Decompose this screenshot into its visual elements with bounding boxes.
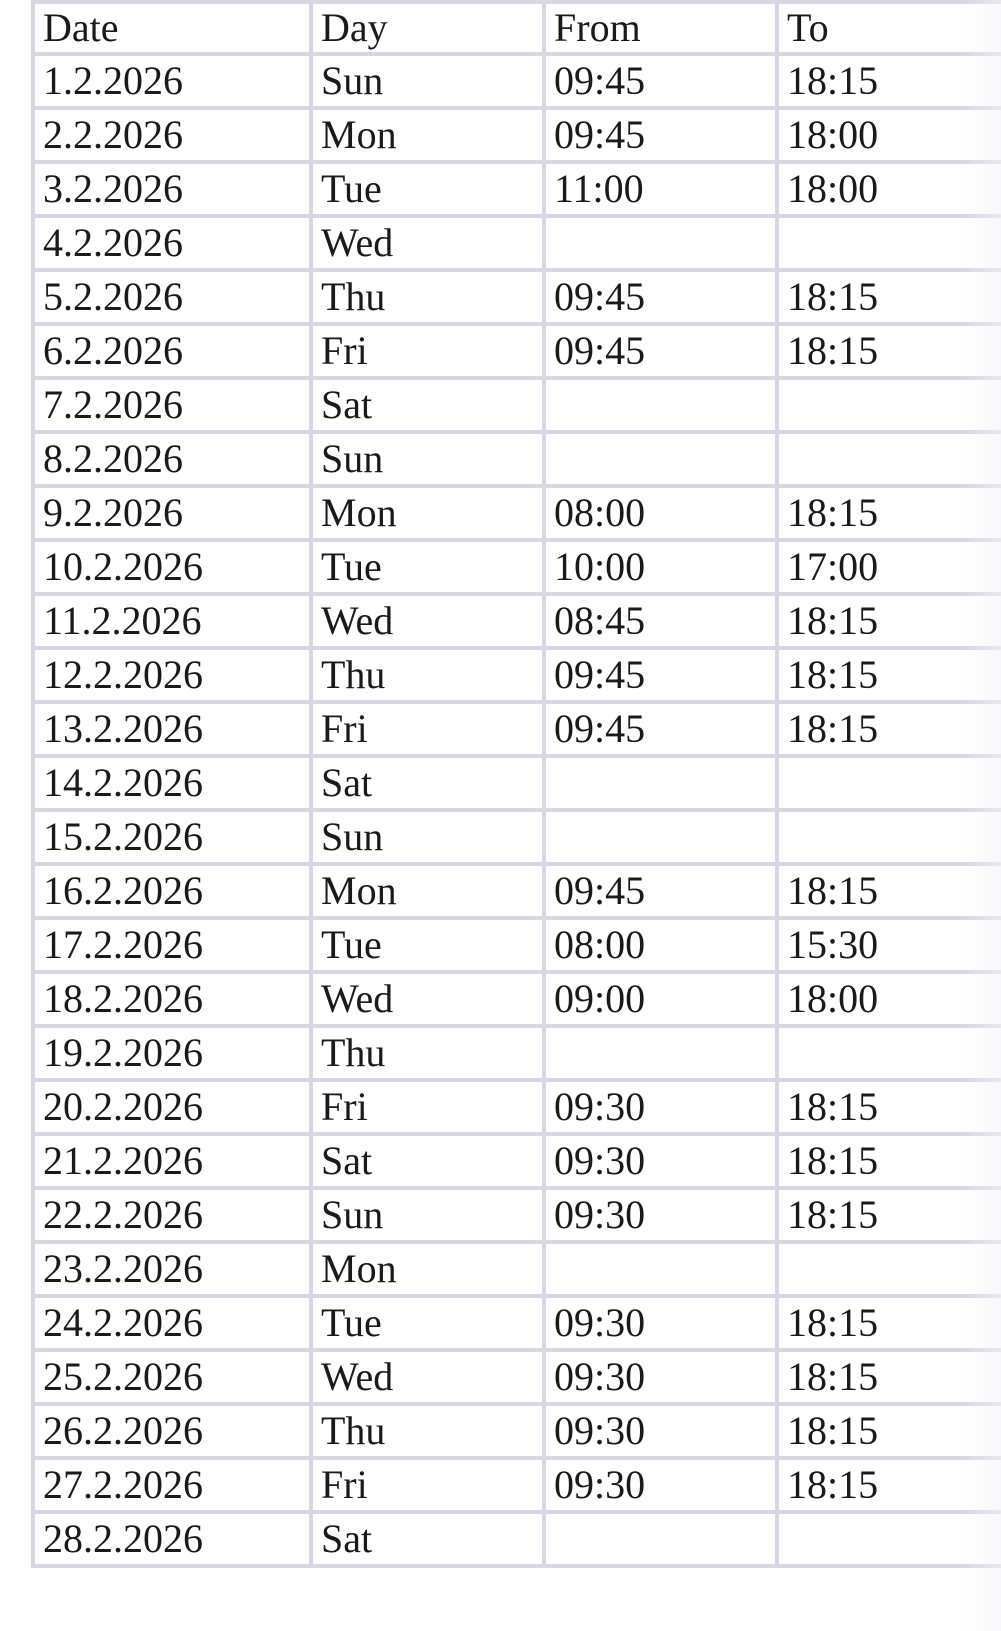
cell-date: 9.2.2026 xyxy=(33,486,311,540)
cell-from xyxy=(544,810,777,864)
cell-date: 11.2.2026 xyxy=(33,594,311,648)
table-row xyxy=(33,810,1001,864)
cell-date: 2.2.2026 xyxy=(33,108,311,162)
table-row xyxy=(33,1242,1001,1296)
cell-to: 18:15 xyxy=(777,864,1001,918)
cell-day: Fri xyxy=(311,324,544,378)
cell-day: Fri xyxy=(311,702,544,756)
table-row xyxy=(33,918,1001,972)
cell-from: 09:30 xyxy=(544,1350,777,1404)
cell-from: 09:30 xyxy=(544,1458,777,1512)
cell-to xyxy=(777,1512,1001,1566)
cell-from xyxy=(544,216,777,270)
cell-from xyxy=(544,1242,777,1296)
cell-from: 09:45 xyxy=(544,54,777,108)
cell-day: Sun xyxy=(311,54,544,108)
cell-day: Wed xyxy=(311,972,544,1026)
cell-from: 08:00 xyxy=(544,918,777,972)
cell-date: 24.2.2026 xyxy=(33,1296,311,1350)
cell-to: 18:15 xyxy=(777,54,1001,108)
cell-date: 22.2.2026 xyxy=(33,1188,311,1242)
cell-from: 08:00 xyxy=(544,486,777,540)
cell-from: 11:00 xyxy=(544,162,777,216)
cell-to xyxy=(777,1242,1001,1296)
cell-day: Sun xyxy=(311,1188,544,1242)
cell-day: Sat xyxy=(311,1512,544,1566)
cell-to: 18:00 xyxy=(777,162,1001,216)
table-row xyxy=(33,594,1001,648)
cell-date: 6.2.2026 xyxy=(33,324,311,378)
cell-to: 18:15 xyxy=(777,1350,1001,1404)
cell-to xyxy=(777,216,1001,270)
cell-date: 19.2.2026 xyxy=(33,1026,311,1080)
cell-to: 18:15 xyxy=(777,324,1001,378)
column-header-day: Day xyxy=(311,2,544,54)
cell-day: Tue xyxy=(311,162,544,216)
table-row xyxy=(33,162,1001,216)
cell-to: 18:15 xyxy=(777,594,1001,648)
cell-date: 17.2.2026 xyxy=(33,918,311,972)
column-header-to: To xyxy=(777,2,1001,54)
cell-day: Thu xyxy=(311,270,544,324)
cell-to xyxy=(777,432,1001,486)
table-row xyxy=(33,756,1001,810)
cell-to: 17:00 xyxy=(777,540,1001,594)
table-body xyxy=(33,54,1001,1566)
cell-from: 09:45 xyxy=(544,108,777,162)
cell-to xyxy=(777,810,1001,864)
table-row xyxy=(33,1404,1001,1458)
cell-date: 12.2.2026 xyxy=(33,648,311,702)
table-row xyxy=(33,648,1001,702)
table-row xyxy=(33,378,1001,432)
column-header-from: From xyxy=(544,2,777,54)
cell-day: Wed xyxy=(311,216,544,270)
cell-day: Sun xyxy=(311,432,544,486)
cell-from: 09:45 xyxy=(544,702,777,756)
cell-from xyxy=(544,432,777,486)
cell-date: 10.2.2026 xyxy=(33,540,311,594)
cell-date: 25.2.2026 xyxy=(33,1350,311,1404)
cell-date: 14.2.2026 xyxy=(33,756,311,810)
cell-day: Mon xyxy=(311,108,544,162)
cell-date: 20.2.2026 xyxy=(33,1080,311,1134)
cell-date: 7.2.2026 xyxy=(33,378,311,432)
cell-to: 18:00 xyxy=(777,972,1001,1026)
table-row xyxy=(33,1188,1001,1242)
cell-from: 09:00 xyxy=(544,972,777,1026)
cell-to: 18:15 xyxy=(777,270,1001,324)
cell-to: 18:15 xyxy=(777,1404,1001,1458)
cell-date: 28.2.2026 xyxy=(33,1512,311,1566)
cell-from xyxy=(544,1026,777,1080)
cell-from: 08:45 xyxy=(544,594,777,648)
cell-from: 09:45 xyxy=(544,324,777,378)
table-row xyxy=(33,1026,1001,1080)
table-row xyxy=(33,1080,1001,1134)
cell-day: Tue xyxy=(311,1296,544,1350)
table-row xyxy=(33,216,1001,270)
cell-date: 18.2.2026 xyxy=(33,972,311,1026)
cell-to: 18:15 xyxy=(777,1134,1001,1188)
schedule-table xyxy=(31,0,1001,1568)
cell-date: 3.2.2026 xyxy=(33,162,311,216)
table-row xyxy=(33,432,1001,486)
cell-to: 18:15 xyxy=(777,702,1001,756)
cell-date: 21.2.2026 xyxy=(33,1134,311,1188)
cell-date: 26.2.2026 xyxy=(33,1404,311,1458)
table-row xyxy=(33,1134,1001,1188)
table-row xyxy=(33,1350,1001,1404)
cell-to: 18:15 xyxy=(777,1188,1001,1242)
cell-day: Wed xyxy=(311,594,544,648)
cell-date: 23.2.2026 xyxy=(33,1242,311,1296)
cell-day: Mon xyxy=(311,1242,544,1296)
cell-day: Sat xyxy=(311,756,544,810)
cell-from: 09:30 xyxy=(544,1080,777,1134)
table-row xyxy=(33,540,1001,594)
cell-day: Sat xyxy=(311,1134,544,1188)
cell-day: Tue xyxy=(311,918,544,972)
cell-to: 18:15 xyxy=(777,648,1001,702)
cell-date: 5.2.2026 xyxy=(33,270,311,324)
cell-day: Mon xyxy=(311,864,544,918)
cell-from xyxy=(544,756,777,810)
cell-day: Fri xyxy=(311,1458,544,1512)
cell-day: Fri xyxy=(311,1080,544,1134)
cell-day: Thu xyxy=(311,1026,544,1080)
cell-date: 4.2.2026 xyxy=(33,216,311,270)
cell-day: Sun xyxy=(311,810,544,864)
cell-to: 18:00 xyxy=(777,108,1001,162)
cell-to: 15:30 xyxy=(777,918,1001,972)
cell-to: 18:15 xyxy=(777,486,1001,540)
cell-date: 15.2.2026 xyxy=(33,810,311,864)
cell-day: Sat xyxy=(311,378,544,432)
table-row xyxy=(33,108,1001,162)
cell-date: 1.2.2026 xyxy=(33,54,311,108)
table-row xyxy=(33,972,1001,1026)
table-row xyxy=(33,864,1001,918)
cell-to xyxy=(777,756,1001,810)
cell-day: Thu xyxy=(311,1404,544,1458)
table-row xyxy=(33,1512,1001,1566)
table-row xyxy=(33,270,1001,324)
cell-from: 09:30 xyxy=(544,1134,777,1188)
cell-from: 10:00 xyxy=(544,540,777,594)
cell-to: 18:15 xyxy=(777,1458,1001,1512)
column-header-date: Date xyxy=(33,2,311,54)
cell-to xyxy=(777,378,1001,432)
cell-date: 13.2.2026 xyxy=(33,702,311,756)
cell-from: 09:30 xyxy=(544,1188,777,1242)
cell-from xyxy=(544,1512,777,1566)
cell-from: 09:30 xyxy=(544,1296,777,1350)
cell-to xyxy=(777,1026,1001,1080)
table-row xyxy=(33,54,1001,108)
cell-from: 09:45 xyxy=(544,648,777,702)
cell-day: Thu xyxy=(311,648,544,702)
table-row xyxy=(33,1296,1001,1350)
cell-from: 09:45 xyxy=(544,270,777,324)
cell-to: 18:15 xyxy=(777,1080,1001,1134)
table-row xyxy=(33,324,1001,378)
cell-date: 27.2.2026 xyxy=(33,1458,311,1512)
cell-from xyxy=(544,378,777,432)
table-row xyxy=(33,1458,1001,1512)
cell-date: 16.2.2026 xyxy=(33,864,311,918)
cell-date: 8.2.2026 xyxy=(33,432,311,486)
header-row xyxy=(33,2,1001,54)
table-row xyxy=(33,702,1001,756)
cell-from: 09:30 xyxy=(544,1404,777,1458)
cell-from: 09:45 xyxy=(544,864,777,918)
cell-day: Wed xyxy=(311,1350,544,1404)
cell-day: Mon xyxy=(311,486,544,540)
table-row xyxy=(33,486,1001,540)
cell-to: 18:15 xyxy=(777,1296,1001,1350)
cell-day: Tue xyxy=(311,540,544,594)
